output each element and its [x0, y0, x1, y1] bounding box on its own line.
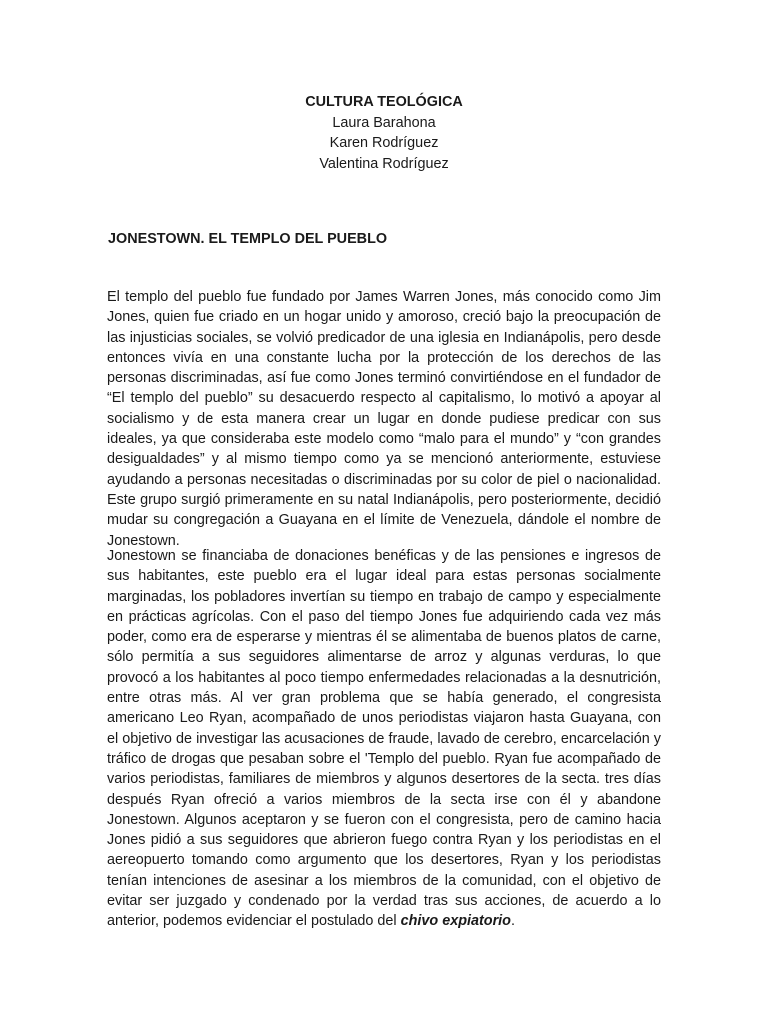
body-paragraph — [107, 287, 661, 551]
document-title: CULTURA TEOLÓGICA — [305, 94, 463, 110]
paragraph-text — [107, 546, 661, 932]
emphasized-term: chivo expiatorio — [400, 913, 511, 930]
document-header — [0, 92, 768, 174]
paragraph-text-run: Jonestown se financiaba de donaciones benéficas y de las pensiones e ingresos de sus habitantes, este pueblo era el lugar ideal para estas personas socialmente marginadas, los pobladores invertían su tiempo en trabajo de campo y especialmente en prácticas agrícolas. Con el paso del tiempo Jones fue adquiriendo cada vez más poder, como era de esperarse y mientras él se alimentaba de buenos platos de carne, sólo permitía a sus seguidores alimentarse de arroz y algunas verduras, lo que provocó a los habitantes al poco tiempo enfermedades relacionadas a la desnutrición, entre otras más. Al ver gran problema que se había generado, el congresista americano Leo Ryan, acompañado de unos periodistas viajaron hasta Guayana, con el objetivo de investigar las acusaciones de fraude, lavado de cerebro, encarcelación y tráfico de drogas que pesaban sobre el 'Templo del pueblo. Ryan fue acompañado de varios periodistas, familiares de miembros y algunos desertores de la secta. tres días después Ryan ofreció a varios miembros de la secta irse con él y abandone Jonestown. Algunos aceptaron y se fueron con el congresista, pero de camino hacia Jones pidió a sus seguidores que abrieron fuego contra Ryan y los periodistas en el aereopuerto tomando como argumento que los desertores, Ryan y los periodistas tenían intenciones de asesinar a los miembros de la comunidad, con el objetivo de evitar ser juzgado y condenado por la verdad tras sus acciones, de acuerdo a lo anterior, podemos evidenciar el postulado del — [107, 548, 661, 930]
author-name: Karen Rodríguez — [329, 135, 439, 151]
author-name: Valentina Rodríguez — [319, 155, 449, 172]
section-heading: JONESTOWN. EL TEMPLO DEL PUEBLO — [108, 231, 388, 247]
body-paragraph — [107, 546, 661, 932]
closing-punctuation: . — [510, 913, 515, 930]
paragraph-text: El templo del pueblo fue fundado por James Warren Jones, más conocido como Jim Jones, quien fue criado en un hogar unido y amoroso, creció bajo la preocupación de las injusticias sociales, se volvió predicador de una iglesia en Indianápolis, pero desde entonces vivía en una constante lucha por la protección de los derechos de las personas discriminadas, así fue como Jones terminó convirtiéndose en el fundador de “El templo del pueblo” su desacuerdo respecto al capitalismo, lo motivó a apoyar al socialismo y de esta manera crear un lugar en donde pudiese predicar con sus ideales, ya que consideraba este modelo como “malo para el mundo” y “con grandes desigualdades” y al mismo tiempo como ya se mencionó anteriormente, estuviese ayudando a personas necesitadas o discriminadas por su color de piel o nacionalidad. Este grupo surgió primeramente en su natal Indianápolis, pero posteriormente, decidió mudar su congregación a Guayana en el límite de Venezuela, dándole el nombre de Jonestown. — [107, 289, 661, 549]
author-name: Laura Barahona — [332, 114, 436, 131]
